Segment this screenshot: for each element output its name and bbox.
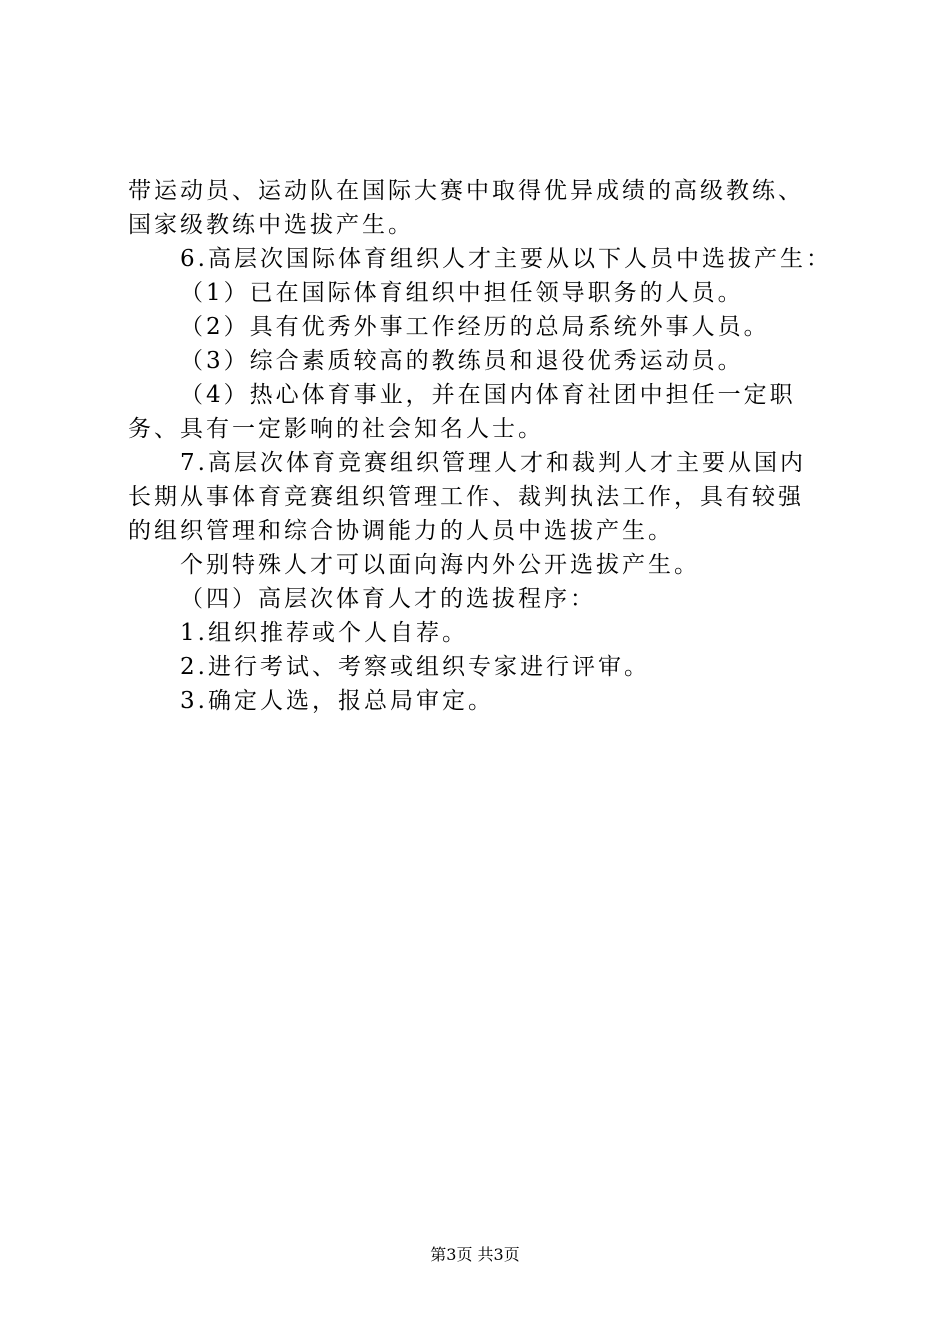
procedure-step-1: 1.组织推荐或个人自荐。 — [180, 620, 468, 646]
procedure-step-3: 3.确定人选，报总局审定。 — [180, 688, 494, 714]
paragraph-sub-2: （2）具有优秀外事工作经历的总局系统外事人员。 — [180, 314, 770, 340]
document-body — [128, 174, 832, 718]
page-footer: 第3页 共3页 — [430, 1245, 520, 1264]
paragraph-special-talent: 个别特殊人才可以面向海内外公开选拔产生。 — [180, 552, 700, 578]
paragraph-item-7: 7.高层次体育竞赛组织管理人才和裁判人才主要从国内长期从事体育竞赛组织管理工作、裁判执法工作，具有较强的组织管理和综合协调能力的人员中选拔产生。 — [128, 450, 806, 544]
paragraph-sub-4: （4）热心体育事业，并在国内体育社团中担任一定职务、具有一定影响的社会知名人士。 — [128, 382, 796, 442]
procedure-step-2: 2.进行考试、考察或组织专家进行评审。 — [180, 654, 650, 680]
paragraph-continuation: 带运动员、运动队在国际大赛中取得优异成绩的高级教练、国家级教练中选拔产生。 — [128, 178, 804, 238]
section-heading-4: （四）高层次体育人才的选拔程序： — [180, 586, 596, 612]
paragraph-sub-1: （1）已在国际体育组织中担任领导职务的人员。 — [180, 280, 744, 306]
paragraph-item-6: 6.高层次国际体育组织人才主要从以下人员中选拔产生： — [180, 246, 832, 272]
paragraph-sub-3: （3）综合素质较高的教练员和退役优秀运动员。 — [180, 348, 744, 374]
